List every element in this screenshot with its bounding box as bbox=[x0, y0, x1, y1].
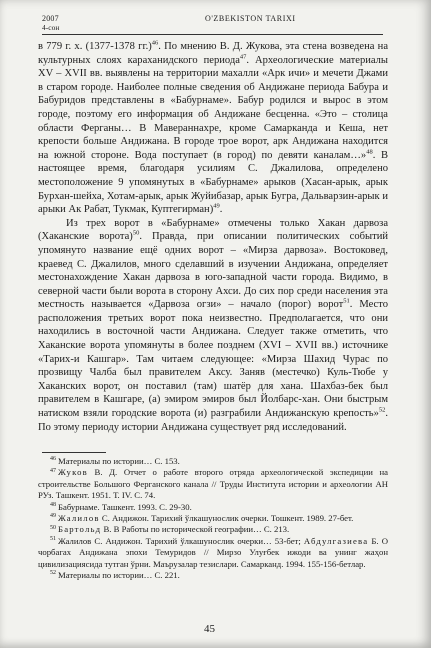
text-run: . По мнению В. Д. Жукова, эта стена возведена на культурных слоях караханидского периода bbox=[38, 41, 389, 66]
author-name: Абдулгазиева bbox=[303, 535, 369, 546]
footnote-text: С. Андижон. Тарихий ўлкашунослик очерки. Тошкент. 1989. 27-бет. bbox=[99, 513, 354, 524]
text-run: . Археологические материалы XV – XVII вв. выявлены на территории махалли «Арк ичи» и мечети Джами в старом городе. Наиболее полные сведения об Андижане периода Бабура и Бабуридов представлены в «Бабурнаме». Бабур родился и вырос в этом городе, поэтому его информация об Андижане бесценна. «Это – столица области Ферганы… В Мавераннахре, кроме Самарканда и Кеша, нет крепости больше Андижана. В городе трое ворот, арк Андижана находится на южной стороне. Вода поступает (в город) по девяти каналам…» bbox=[38, 54, 388, 161]
footnote-rule bbox=[42, 452, 106, 453]
footnote-52 bbox=[38, 570, 388, 581]
footnote-ref: 51 bbox=[343, 297, 350, 305]
text-run: . По этому периоду истории Андижана существует ряд исследований. bbox=[38, 408, 388, 433]
footnote-ref: 50 bbox=[132, 229, 140, 237]
footnote-text: Материалы по истории… С. 221. bbox=[58, 570, 180, 581]
footnote-ref: 46 bbox=[151, 39, 159, 47]
text-run: . bbox=[219, 204, 223, 216]
header-issue: 4-сон bbox=[42, 23, 60, 32]
author-name: Жалилов bbox=[58, 513, 100, 524]
paragraph-1 bbox=[38, 40, 388, 217]
footnote-ref: 47 bbox=[239, 53, 247, 61]
footnote-number: 48 bbox=[50, 501, 56, 508]
text-run: . В настоящее время, благодаря усилиям С. Джалилова, определено местоположение 9 упомянутых в «Бабурнаме» арыков (Хасан-арык, арык Бурхан-шейха, Хотам-арык, арык Жуйибазар, арык Бугра, Дальварзин-арык и арыки Ак Рабат, Тукмак, Куптегирман) bbox=[38, 149, 389, 216]
footnote-51 bbox=[38, 536, 388, 570]
footnote-text: В. В Работы по исторической географии… С. 213. bbox=[101, 524, 290, 535]
footnote-text: Материалы по истории… С. 153. bbox=[58, 456, 180, 466]
footnote-number: 46 bbox=[50, 456, 56, 463]
page-number: 45 bbox=[204, 623, 215, 635]
footnote-47 bbox=[38, 467, 388, 501]
footnote-ref: 49 bbox=[213, 202, 220, 210]
footnote-46 bbox=[38, 456, 388, 467]
text-run: в 779 г. х. (1377-1378 гг.) bbox=[38, 41, 152, 52]
text-run: Из трех ворот в «Бабурнаме» отмечены только Хакан дарвоза (Хаканские ворота) bbox=[38, 217, 388, 243]
footnote-text: Б. О чорбагах Андижана эпохи Темуридов // Мирзо Улуғбек ижоди ва унинг жаҳон цивилизациясида тутган ўрни. Маърузалар тезислари. Самарканд. 1994. 155-156-бетлар. bbox=[38, 535, 388, 569]
footnote-49 bbox=[38, 513, 388, 524]
header-rule bbox=[42, 34, 383, 35]
footnote-ref: 52 bbox=[378, 406, 386, 414]
footnote-number: 49 bbox=[50, 513, 56, 520]
footnote-text: Бабурнаме. Ташкент. 1993. С. 29-30. bbox=[58, 501, 192, 512]
author-name: Жуков bbox=[58, 467, 88, 478]
footnote-text: Жалилов С. Андижон. Тарихий ўлкашунослик очерки… 53-бет; bbox=[58, 535, 304, 546]
footnote-number: 52 bbox=[50, 570, 56, 577]
author-name: Бартольд bbox=[58, 524, 102, 535]
header-year: 2007 bbox=[42, 14, 59, 23]
paragraph-2 bbox=[38, 217, 388, 435]
footnote-ref: 48 bbox=[366, 148, 373, 156]
text-run: . Место расположения третьих ворот пока неизвестно. Предполагается, что они находились в восточной части Андижана. Следует также отметить, что Хаканские ворота упомянуты в более позднем (XVI – XVII вв.) источнике «Тарих-и Кашгар». Там читаем следующее: «Мирза Шахид Чурас по прозвищу Чалба был правителем Аксу. Заняв (местечко) Куль-Тюбе у Хаканских ворот, он поставил (там) шатёр для хана. Шахбаз-бек был правителем в Кашгаре, (а) эмиром эмиров был Йолбарс-хан. Они быстрым натиском взяли городские ворота (и) разграбили Андижанскую крепость» bbox=[38, 299, 388, 420]
body-text bbox=[38, 40, 388, 434]
footnote-number: 47 bbox=[50, 467, 56, 474]
text-run: . Правда, при описании политических событий упомянуто название ещё одних ворот – «Мирза дарвоза». Востоковед, краевед С. Джалилов, много сделавший в изучении Андижана, определяет местонахождение Хакан дарвоза в юго-западной части города. Видимо, в северной части были ворота в сторону Ахси. До сих пор среди населения эта местность называется «Дарвоза огзи» – начало (порог) ворот bbox=[38, 231, 388, 311]
footnote-number: 51 bbox=[50, 535, 56, 542]
footnote-number: 50 bbox=[50, 524, 56, 531]
footnote-text: В. Д. Отчет о работе второго отряда археологической экспедиции на строительстве Большого Ферганского канала // Труды Института истории и археологии АН РУз. Ташкент. 1951. Т. IV. С. 74. bbox=[38, 467, 388, 501]
footnote-48 bbox=[38, 502, 388, 513]
footnote-50 bbox=[38, 524, 388, 535]
footnotes bbox=[38, 456, 388, 581]
header-journal-title: O'ZBEKISTON TARIXI bbox=[205, 14, 296, 23]
